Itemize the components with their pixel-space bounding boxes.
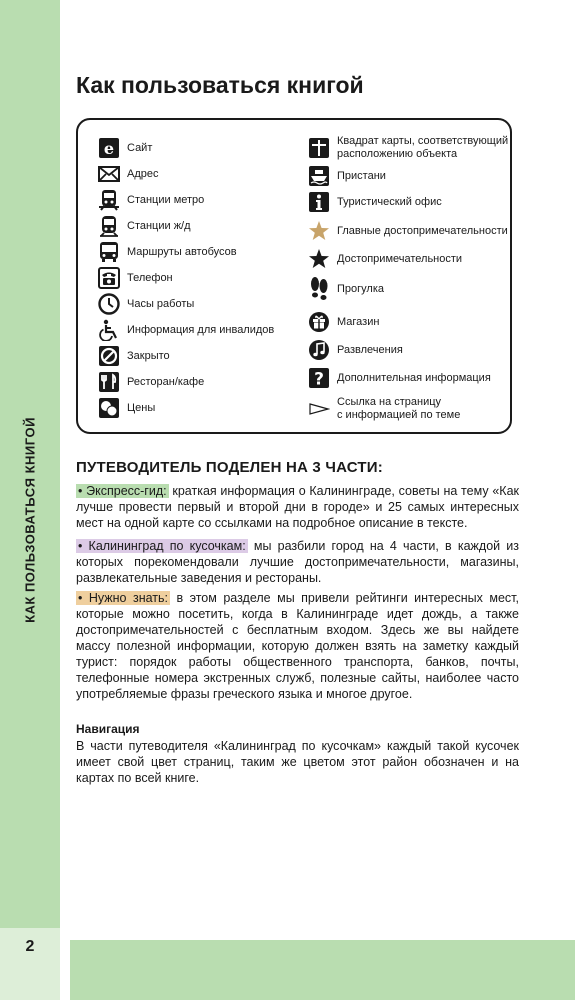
legend-label: Телефон (127, 271, 173, 284)
bus-icon (98, 241, 120, 263)
legend-label: Прогулка (337, 282, 385, 295)
restaurant-icon (98, 371, 120, 393)
section-title: ПУТЕВОДИТЕЛЬ ПОДЕЛЕН НА 3 ЧАСТИ: (76, 459, 383, 476)
legend-item-metro (98, 189, 204, 211)
sight-star-icon (308, 248, 330, 270)
train-icon (98, 215, 120, 237)
legend-item-tourist-office (308, 191, 442, 213)
chapter-side-label: КАК ПОЛЬЗОВАТЬСЯ КНИГОЙ (22, 417, 38, 623)
part2-paragraph (76, 538, 519, 586)
footprints-icon (308, 278, 330, 300)
legend-label: Цены (127, 401, 156, 414)
part3-paragraph (76, 590, 519, 702)
envelope-icon (98, 163, 120, 185)
svg-text:e: e (103, 139, 115, 158)
legend-label-line2: расположению объекта (337, 148, 458, 160)
legend-label: Адрес (127, 167, 159, 180)
legend-label-line1: Квадрат карты, соответствующий (337, 135, 509, 147)
legend-label: Туристический офис (337, 195, 442, 208)
legend-item-map-grid (308, 135, 508, 161)
legend-item-website (98, 137, 152, 159)
legend-item-walk (308, 278, 384, 300)
legend-label: Ресторан/кафе (127, 375, 205, 388)
metro-icon (98, 189, 120, 211)
legend-box (76, 118, 512, 434)
legend-item-sights (308, 248, 462, 270)
legend-label-line2: с информацией по теме (337, 409, 461, 421)
legend-label: Закрыто (127, 349, 170, 362)
legend-label: Магазин (337, 315, 380, 328)
legend-label: Информация для инвалидов (127, 323, 275, 336)
part2-label: • Калининград по кусочкам: (78, 539, 246, 553)
phone-icon (98, 267, 120, 289)
closed-icon (98, 345, 120, 367)
page-link-arrow-icon (308, 398, 330, 420)
legend-item-entertainment (308, 339, 403, 361)
music-note-icon (308, 339, 330, 361)
ship-icon (308, 165, 330, 187)
part1-text: краткая информация о Калининграде, советы на тему «Как лучше провести первый и второй дни в городе» и 25 самых интересных мест на одной карте со ссылками на подробное описание в тексте. (76, 484, 519, 530)
gift-icon (308, 311, 330, 333)
part2-text: мы разбили город на 4 части, в каждой из которых порекомендовали лучшие достопримечательности, магазины, развлекательные заведения и рестораны. (76, 539, 519, 585)
legend-label: Главные достопримечательности (337, 224, 508, 237)
legend-label-multiline (337, 135, 508, 161)
bottom-color-band (70, 940, 575, 1000)
legend-label: Дополнительная информация (337, 371, 491, 384)
legend-label: Станции ж/д (127, 219, 191, 232)
legend-item-main-sights (308, 220, 508, 242)
legend-label: Достопримечательности (337, 252, 463, 265)
legend-label-line1: Ссылка на страницу (337, 396, 442, 408)
legend-label: Развлечения (337, 343, 403, 356)
legend-label: Часы работы (127, 297, 195, 310)
part1-paragraph (76, 483, 519, 531)
legend-item-closed (98, 345, 170, 367)
clock-icon (98, 293, 120, 315)
main-sight-star-icon (308, 220, 330, 242)
navigation-heading: Навигация (76, 722, 140, 736)
legend-item-address (98, 163, 159, 185)
legend-item-extra-info (308, 367, 491, 389)
legend-item-restaurant (98, 371, 204, 393)
page-title: Как пользоваться книгой (76, 72, 364, 98)
page-number: 2 (25, 938, 35, 955)
legend-item-hours (98, 293, 194, 315)
map-grid-icon (308, 137, 330, 159)
website-icon (98, 137, 120, 159)
navigation-paragraph: В части путеводителя «Калининград по кусочкам» каждый такой кусочек имеет свой цвет страниц, таким же цветом этот район обозначен и на картах по всей книге. (76, 739, 519, 785)
coins-icon (98, 397, 120, 419)
info-icon (308, 191, 330, 213)
legend-item-prices (98, 397, 155, 419)
legend-item-piers (308, 165, 386, 187)
legend-item-phone (98, 267, 173, 289)
part3-text: в этом разделе мы привели рейтинги интересных мест, которые можно посетить, когда в Калининграде идет дождь, а также достопримечательностей с бесплатным входом. Здесь же вы найдете массу полезной информации, которую должен взять на заметку каждый турист: порядок работы общественного транспорта, банков, почты, телефонные номера экстренных служб, полезные сайты, наиболее часто употребляемые фразы греческого языка и многое другое. (76, 591, 519, 701)
wheelchair-icon (98, 319, 120, 341)
question-icon (308, 367, 330, 389)
legend-item-bus (98, 241, 237, 263)
legend-item-train (98, 215, 191, 237)
legend-item-shop (308, 311, 379, 333)
legend-item-disabled-access (98, 319, 274, 341)
svg-text:?: ? (314, 369, 324, 389)
legend-item-page-link (308, 396, 460, 422)
legend-label: Маршруты автобусов (127, 245, 237, 258)
part1-label: • Экспресс-гид: (78, 484, 167, 498)
legend-label: Сайт (127, 141, 153, 154)
part3-label: • Нужно знать: (78, 591, 168, 605)
legend-label: Станции метро (127, 193, 205, 206)
legend-label-multiline (337, 396, 460, 422)
legend-label: Пристани (337, 169, 386, 182)
